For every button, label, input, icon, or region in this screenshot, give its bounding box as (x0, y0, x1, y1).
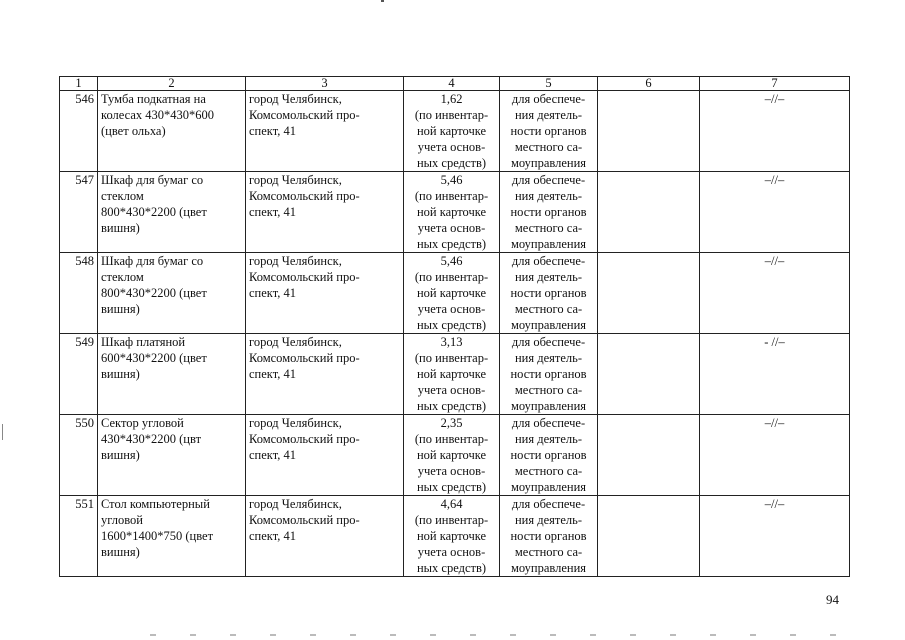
value-cell (404, 415, 500, 496)
column-header: 7 (700, 77, 850, 91)
address-cell-line: Комсомольский про- (249, 108, 360, 122)
address-cell-line: Комсомольский про- (249, 270, 360, 284)
table-row (60, 334, 850, 415)
address-cell (246, 91, 404, 172)
item-name-cell-line: Шкаф для бумаг со (101, 173, 204, 187)
purpose-cell-line: моуправления (510, 318, 587, 332)
address-cell-line: спект, 41 (249, 367, 296, 381)
value-cell-line: ной карточке (416, 124, 487, 138)
address-cell-line: город Челябинск, (249, 254, 342, 268)
purpose-cell-line: ния деятель- (514, 189, 583, 203)
value-cell (404, 172, 500, 253)
item-name-cell-line: 800*430*2200 (цвет (101, 205, 207, 219)
value-cell-line: ной карточке (416, 448, 487, 462)
purpose-cell-line: моуправления (510, 237, 587, 251)
value-cell-line: 5,46 (440, 254, 463, 268)
column-header: 3 (246, 77, 404, 91)
table-body (60, 91, 850, 577)
property-registry-table (59, 76, 850, 577)
column6-cell (598, 496, 700, 577)
value-cell-line: ных средств) (416, 561, 487, 575)
item-name-cell (98, 334, 246, 415)
purpose-cell-line: ности органов (510, 529, 587, 543)
purpose-cell-line: моуправления (510, 399, 587, 413)
item-number-cell: 550 (60, 415, 98, 496)
value-cell-line: учета основ- (417, 302, 486, 316)
item-number-cell: 547 (60, 172, 98, 253)
purpose-cell-line: ния деятель- (514, 108, 583, 122)
item-name-cell (98, 415, 246, 496)
item-name-cell-line: Стол компьютерный (101, 497, 210, 511)
item-name-cell (98, 496, 246, 577)
address-cell-line: город Челябинск, (249, 173, 342, 187)
scan-mark-left (2, 424, 3, 440)
table-row (60, 172, 850, 253)
ditto-mark-cell: –//– (700, 91, 850, 172)
column6-cell (598, 172, 700, 253)
purpose-cell-line: для обеспече- (511, 416, 586, 430)
table-header-row (60, 77, 850, 91)
column-header: 6 (598, 77, 700, 91)
item-name-cell-line: стеклом (101, 189, 144, 203)
page-number: 94 (826, 592, 839, 607)
scan-noise (150, 634, 850, 636)
item-name-cell-line: вишня) (101, 448, 140, 462)
address-cell-line: спект, 41 (249, 286, 296, 300)
address-cell (246, 334, 404, 415)
purpose-cell (500, 415, 598, 496)
value-cell-line: учета основ- (417, 140, 486, 154)
purpose-cell-line: для обеспече- (511, 254, 586, 268)
ditto-mark-cell: - //– (700, 334, 850, 415)
value-cell-line: (по инвентар- (414, 351, 489, 365)
purpose-cell (500, 172, 598, 253)
value-cell-line: 3,13 (440, 335, 463, 349)
item-name-cell-line: колесах 430*430*600 (101, 108, 214, 122)
value-cell-line: ных средств) (416, 237, 487, 251)
value-cell-line: (по инвентар- (414, 108, 489, 122)
value-cell-line: ной карточке (416, 529, 487, 543)
purpose-cell-line: ности органов (510, 448, 587, 462)
column-header: 1 (60, 77, 98, 91)
address-cell-line: город Челябинск, (249, 335, 342, 349)
purpose-cell-line: местного са- (514, 221, 583, 235)
table-row (60, 496, 850, 577)
value-cell-line: (по инвентар- (414, 270, 489, 284)
item-number-cell: 548 (60, 253, 98, 334)
column6-cell (598, 91, 700, 172)
item-number-cell: 546 (60, 91, 98, 172)
value-cell-line: ных средств) (416, 156, 487, 170)
item-name-cell-line: 430*430*2200 (цвт (101, 432, 202, 446)
address-cell-line: спект, 41 (249, 529, 296, 543)
ditto-mark-cell: –//– (700, 496, 850, 577)
value-cell-line: ной карточке (416, 367, 487, 381)
scan-mark-top (381, 0, 384, 2)
purpose-cell-line: местного са- (514, 545, 583, 559)
value-cell-line: ных средств) (416, 480, 487, 494)
address-cell-line: Комсомольский про- (249, 189, 360, 203)
purpose-cell-line: ния деятель- (514, 513, 583, 527)
item-name-cell-line: (цвет ольха) (101, 124, 166, 138)
purpose-cell-line: местного са- (514, 464, 583, 478)
purpose-cell (500, 253, 598, 334)
item-name-cell-line: стеклом (101, 270, 144, 284)
value-cell-line: учета основ- (417, 221, 486, 235)
value-cell-line: учета основ- (417, 464, 486, 478)
purpose-cell-line: ности органов (510, 286, 587, 300)
purpose-cell-line: ния деятель- (514, 351, 583, 365)
purpose-cell-line: местного са- (514, 383, 583, 397)
table-row (60, 91, 850, 172)
value-cell-line: (по инвентар- (414, 432, 489, 446)
purpose-cell (500, 334, 598, 415)
item-name-cell-line: Сектор угловой (101, 416, 184, 430)
purpose-cell-line: ности органов (510, 205, 587, 219)
address-cell-line: Комсомольский про- (249, 513, 360, 527)
address-cell (246, 172, 404, 253)
value-cell (404, 253, 500, 334)
purpose-cell-line: ности органов (510, 367, 587, 381)
address-cell-line: спект, 41 (249, 205, 296, 219)
address-cell-line: город Челябинск, (249, 416, 342, 430)
item-name-cell-line: вишня) (101, 221, 140, 235)
purpose-cell-line: ния деятель- (514, 270, 583, 284)
purpose-cell-line: местного са- (514, 140, 583, 154)
purpose-cell-line: для обеспече- (511, 92, 586, 106)
purpose-cell (500, 496, 598, 577)
item-name-cell-line: вишня) (101, 367, 140, 381)
item-name-cell-line: Тумба подкатная на (101, 92, 206, 106)
item-name-cell-line: Шкаф для бумаг со (101, 254, 204, 268)
value-cell (404, 496, 500, 577)
purpose-cell-line: ния деятель- (514, 432, 583, 446)
purpose-cell (500, 91, 598, 172)
item-name-cell-line: 600*430*2200 (цвет (101, 351, 207, 365)
purpose-cell-line: для обеспече- (511, 335, 586, 349)
ditto-mark-cell: –//– (700, 172, 850, 253)
table-row (60, 253, 850, 334)
purpose-cell-line: местного са- (514, 302, 583, 316)
column-header: 2 (98, 77, 246, 91)
item-name-cell-line: вишня) (101, 545, 140, 559)
value-cell-line: ных средств) (416, 318, 487, 332)
address-cell-line: спект, 41 (249, 124, 296, 138)
value-cell (404, 91, 500, 172)
address-cell-line: город Челябинск, (249, 497, 342, 511)
address-cell-line: спект, 41 (249, 448, 296, 462)
value-cell-line: 2,35 (440, 416, 463, 430)
item-name-cell (98, 91, 246, 172)
value-cell-line: учета основ- (417, 383, 486, 397)
address-cell (246, 415, 404, 496)
purpose-cell-line: для обеспече- (511, 497, 586, 511)
value-cell-line: (по инвентар- (414, 513, 489, 527)
table-row (60, 415, 850, 496)
item-name-cell-line: вишня) (101, 302, 140, 316)
purpose-cell-line: ности органов (510, 124, 587, 138)
item-name-cell (98, 172, 246, 253)
item-name-cell-line: 1600*1400*750 (цвет (101, 529, 214, 543)
value-cell-line: 4,64 (440, 497, 463, 511)
address-cell (246, 253, 404, 334)
purpose-cell-line: моуправления (510, 156, 587, 170)
value-cell-line: (по инвентар- (414, 189, 489, 203)
item-name-cell-line: угловой (101, 513, 143, 527)
value-cell-line: 5,46 (440, 173, 463, 187)
item-number-cell: 551 (60, 496, 98, 577)
purpose-cell-line: моуправления (510, 561, 587, 575)
value-cell-line: ной карточке (416, 205, 487, 219)
column6-cell (598, 415, 700, 496)
value-cell-line: учета основ- (417, 545, 486, 559)
item-number-cell: 549 (60, 334, 98, 415)
column6-cell (598, 253, 700, 334)
address-cell-line: Комсомольский про- (249, 351, 360, 365)
purpose-cell-line: для обеспече- (511, 173, 586, 187)
column6-cell (598, 334, 700, 415)
column-header: 5 (500, 77, 598, 91)
address-cell-line: Комсомольский про- (249, 432, 360, 446)
ditto-mark-cell: –//– (700, 253, 850, 334)
ditto-mark-cell: –//– (700, 415, 850, 496)
item-name-cell-line: 800*430*2200 (цвет (101, 286, 207, 300)
item-name-cell (98, 253, 246, 334)
address-cell-line: город Челябинск, (249, 92, 342, 106)
value-cell-line: ной карточке (416, 286, 487, 300)
address-cell (246, 496, 404, 577)
value-cell-line: ных средств) (416, 399, 487, 413)
value-cell (404, 334, 500, 415)
item-name-cell-line: Шкаф платяной (101, 335, 186, 349)
value-cell-line: 1,62 (440, 92, 463, 106)
purpose-cell-line: моуправления (510, 480, 587, 494)
column-header: 4 (404, 77, 500, 91)
